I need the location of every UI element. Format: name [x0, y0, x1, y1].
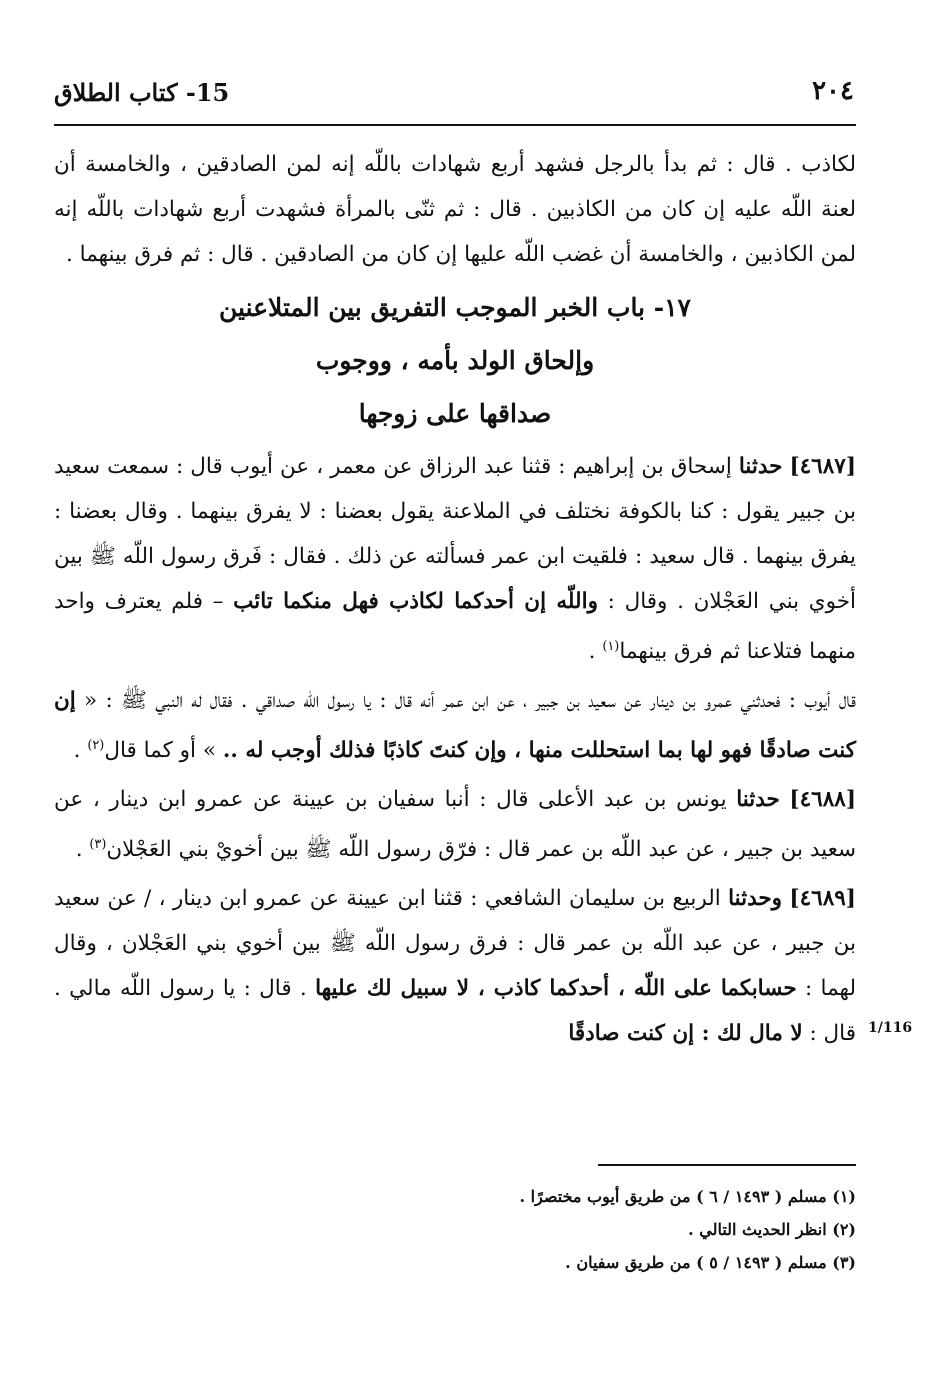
footnote-marker: (١): [602, 639, 620, 654]
chapter-heading-line-2: وإلحاق الولد بأمه ، ووجوب: [315, 346, 595, 375]
hadith-text: إسحاق بن إبراهيم : قثنا عبد الرزاق عن معمر ، عن أيوب قال : سمعت سعيد بن جبير يقول : كنا بالكوفة نختلف في الملاعنة يقول بعضنا : لا يفرق بينهما . وقال بعضنا : يفرق بينهما . قال سعيد : فلقيت ابن عمر فسألته عن ذلك . فقال : فَرق رسول اللّه ﷺ بين أخوي بني العَجْلان . وقال :: [54, 454, 856, 614]
chapter-heading-line-3: صداقها على زوجها: [358, 399, 552, 428]
ayyub-paragraph: [54, 678, 856, 773]
page-number: ٢٠٤: [812, 76, 854, 106]
header-rule: [54, 124, 856, 126]
hadith-opening: حدثنا: [738, 454, 783, 479]
footnote-3: (٣) مسلم ( ١٤٩٣ / ٥ ) من طريق سفيان .: [565, 1253, 856, 1272]
prophetic-saying: لا مال لك : إن كنت صادقًا: [568, 1021, 803, 1047]
hadith-number: [٤٦٨٩]: [789, 886, 856, 912]
hadith-text: الربيع بن سليمان الشافعي : قثنا ابن عيينة عن عمرو ابن دينار ، / عن سعيد بن جبير ، عن عبد اللّه بن عمر قال : فرق رسول اللّه ﷺ بين أخوي بني العَجْلان ، وقال لهما :: [54, 886, 856, 1002]
footnote-rule: [598, 1164, 856, 1166]
footnote-1: (١) مسلم ( ١٤٩٣ / ٦ ) من طريق أيوب مختصرًا .: [519, 1187, 856, 1206]
book-title: 15- كتاب الطلاق: [54, 78, 230, 107]
hadith-4687: [54, 444, 856, 674]
hadith-opening: حدثنا: [736, 787, 780, 813]
hadith-text: يونس بن عبد الأعلى قال : أنبا سفيان بن عيينة عن عمرو ابن دينار ، عن سعيد بن جبير ، عن عبد اللّه بن عمر قال : فرّق رسول اللّه ﷺ بين أخويْ بني العَجْلان: [54, 787, 856, 863]
chapter-heading: [54, 281, 856, 440]
hadith-text: » أو كما قال: [104, 738, 217, 764]
hadith-end: .: [588, 639, 603, 665]
running-header: [54, 76, 854, 116]
prophetic-saying: حسابكما على اللّه ، أحدكما كاذب ، لا سبيل لك عليها: [315, 976, 797, 1002]
hadith-text: قال أيوب : فحدثني عمرو بن دينار عن سعيد بن جبير ، عن ابن عمر أنه قال : يا رسول اللّه صداقي . فقال له النبي ﷺ : «: [84, 688, 856, 714]
prophetic-saying: واللّه إن أحدكما لكاذب فهل منكما تائب: [233, 589, 598, 614]
hadith-text: . قال : يا رسول اللّه مالي . قال :: [54, 976, 856, 1047]
prophetic-saying: إن كنت صادقًا فهو لها بما استحللت منها ، وإن كنتَ كاذبًا فذلك أوجب له ..: [54, 688, 856, 764]
margin-reference: 1/116: [868, 1020, 913, 1036]
chapter-heading-line-1: ١٧- باب الخبر الموجب التفريق بين المتلاعنين: [219, 293, 691, 322]
footnote-2: (٢) انظر الحديث التالي .: [688, 1220, 856, 1239]
hadith-end: .: [75, 837, 90, 863]
hadith-number: [٤٦٨٧]: [789, 454, 857, 479]
hadith-4689: [54, 876, 856, 1056]
hadith-text: – فلم يعترف واحد منهما فتلاعنا ثم فرق بينهما: [54, 589, 856, 665]
hadith-opening: وحدثنا: [728, 886, 783, 912]
footnote-marker: (٣): [89, 837, 107, 853]
main-text: [54, 142, 856, 1056]
footnote-marker: (٢): [87, 738, 105, 754]
intro-paragraph: لكاذب . قال : ثم بدأ بالرجل فشهد أربع شهادات باللّه إنه لمن الصادقين ، والخامسة أن لعنة اللّه عليه إن كان من الكاذبين . قال : ثم ثنّى بالمرأة فشهدت أربع شهادات باللّه إنه لمن الكاذبين ، والخامسة أن غضب اللّه عليها إن كان من الصادقين . قال : ثم فرق بينهما .: [54, 152, 856, 267]
hadith-4688: [54, 777, 856, 872]
hadith-end: .: [73, 738, 88, 764]
hadith-number: [٤٦٨٨]: [789, 787, 856, 813]
footnotes: [54, 1180, 856, 1279]
